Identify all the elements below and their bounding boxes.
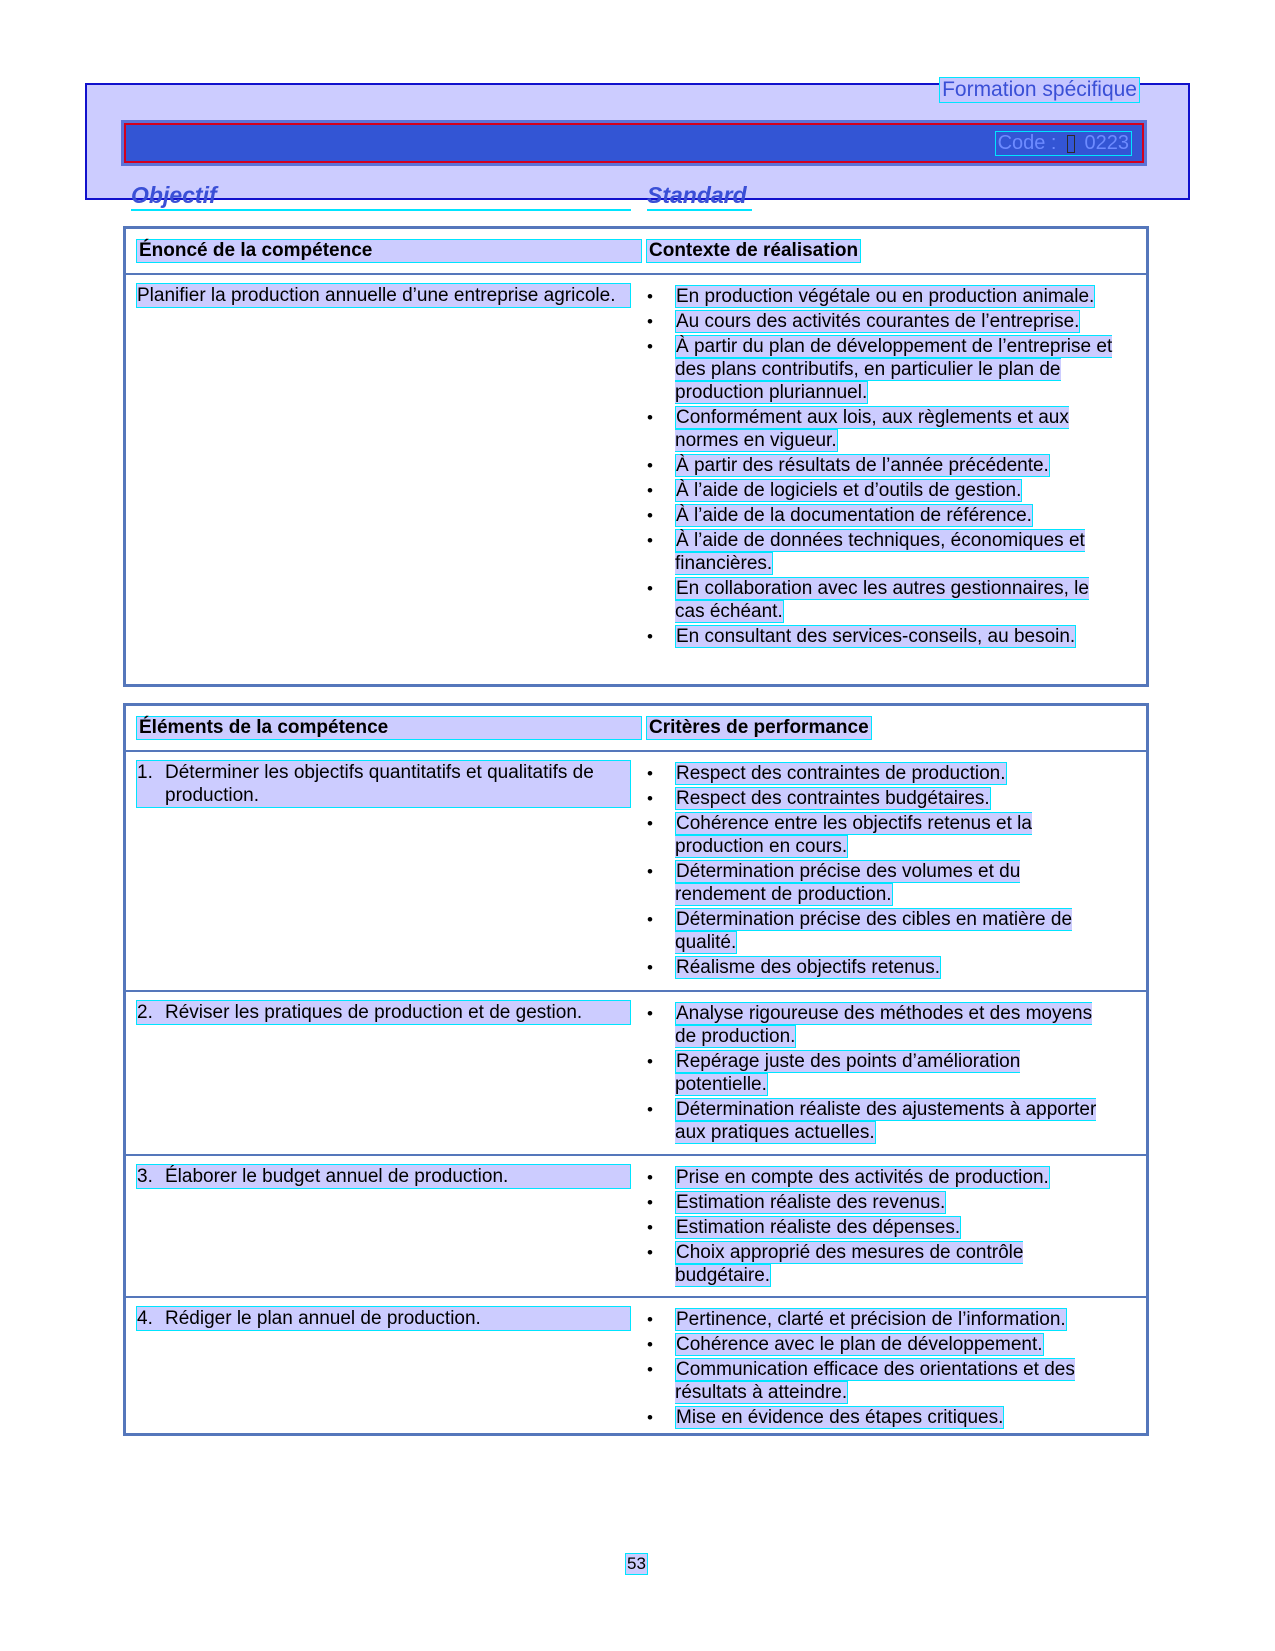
list-item: • À partir des résultats de l’année précédente. <box>646 454 1116 477</box>
list-item: • Estimation réaliste des dépenses. <box>646 1216 1116 1239</box>
list-item: • En consultant des services-conseils, au besoin. <box>646 625 1116 648</box>
element-item: 4. Rédiger le plan annuel de production. <box>136 1306 631 1331</box>
competency-elements-card <box>123 703 1149 1436</box>
list-item: • Prise en compte des activités de production. <box>646 1166 1116 1189</box>
competency-statement-card <box>123 226 1149 687</box>
element-item: 1. Déterminer les objectifs quantitatifs et qualitatifs de production. <box>136 760 631 808</box>
list-item: • Respect des contraintes de production. <box>646 762 1116 785</box>
element-cell <box>136 1164 631 1189</box>
list-item: • Au cours des activités courantes de l’entreprise. <box>646 310 1116 333</box>
context-list <box>646 285 1116 648</box>
list-item: • Détermination précise des volumes et du rendement de production. <box>646 860 1116 906</box>
criteria-list <box>646 1308 1116 1429</box>
list-item: • À l’aide de la documentation de référence. <box>646 504 1116 527</box>
code-label: Code : <box>997 132 1057 154</box>
list-item: • Analyse rigoureuse des méthodes et des moyens de production. <box>646 1002 1116 1048</box>
list-item: • Choix approprié des mesures de contrôle budgétaire. <box>646 1241 1116 1287</box>
list-item: • Conformément aux lois, aux règlements et aux normes en vigueur. <box>646 406 1116 452</box>
criteria-heading: Critères de performance <box>646 716 872 740</box>
code-value: 0223 <box>1084 132 1129 154</box>
element-item: 2. Réviser les pratiques de production et de gestion. <box>136 1000 631 1025</box>
list-item: • Détermination précise des cibles en matière de qualité. <box>646 908 1116 954</box>
statement-cell <box>136 283 631 308</box>
criteria-cell <box>646 1002 1116 1146</box>
element-item: 3. Élaborer le budget annuel de production. <box>136 1164 631 1189</box>
context-heading: Contexte de réalisation <box>646 239 861 263</box>
list-item: • À l’aide de données techniques, économiques et financières. <box>646 529 1116 575</box>
list-item: • À partir du plan de développement de l’entreprise et des plans contributifs, en particulier le plan de production pluriannuel. <box>646 335 1116 404</box>
list-item: • Communication efficace des orientations et des résultats à atteindre. <box>646 1358 1116 1404</box>
page-number: 53 <box>627 1554 646 1573</box>
list-item: • Repérage juste des points d’amélioration potentielle. <box>646 1050 1116 1096</box>
header-band <box>85 78 1190 208</box>
code-bar <box>124 123 1144 163</box>
list-item: • Détermination réaliste des ajustements à apporter aux pratiques actuelles. <box>646 1098 1116 1144</box>
section1-row <box>126 275 1146 685</box>
list-item: • Cohérence entre les objectifs retenus et la production en cours. <box>646 812 1116 858</box>
elements-heading: Éléments de la compétence <box>136 716 642 740</box>
element-row-3 <box>126 1156 1146 1298</box>
context-cell <box>646 285 1116 650</box>
program-kicker: Formation spécifique <box>939 77 1140 103</box>
criteria-cell <box>646 1308 1116 1431</box>
element-row-4 <box>126 1298 1146 1438</box>
criteria-cell <box>646 1166 1116 1289</box>
section2-header <box>126 706 1146 752</box>
criteria-cell <box>646 762 1116 981</box>
element-cell <box>136 1306 631 1331</box>
list-item: • Pertinence, clarté et précision de l’information. <box>646 1308 1116 1331</box>
statement-heading: Énoncé de la compétence <box>136 239 642 263</box>
standard-label: Standard <box>647 182 752 211</box>
objectif-label: Objectif <box>131 182 631 211</box>
list-item: • Respect des contraintes budgétaires. <box>646 787 1116 810</box>
list-item: • Mise en évidence des étapes critiques. <box>646 1406 1116 1429</box>
element-cell <box>136 1000 631 1025</box>
list-item: • À l’aide de logiciels et d’outils de gestion. <box>646 479 1116 502</box>
criteria-list <box>646 1002 1116 1144</box>
list-item: • Réalisme des objectifs retenus. <box>646 956 1116 979</box>
list-item: • Estimation réaliste des revenus. <box>646 1191 1116 1214</box>
criteria-list <box>646 762 1116 979</box>
element-row-1 <box>126 752 1146 992</box>
list-item: • En collaboration avec les autres gestionnaires, le cas échéant. <box>646 577 1116 623</box>
list-item: • Cohérence avec le plan de développement. <box>646 1333 1116 1356</box>
criteria-list <box>646 1166 1116 1287</box>
separator-box <box>1067 135 1075 153</box>
element-row-2 <box>126 992 1146 1156</box>
competency-statement: Planifier la production annuelle d’une entreprise agricole. <box>136 283 631 308</box>
element-cell <box>136 760 631 808</box>
section1-header <box>126 229 1146 275</box>
list-item: • En production végétale ou en production animale. <box>646 285 1116 308</box>
code-label-group <box>995 131 1132 156</box>
